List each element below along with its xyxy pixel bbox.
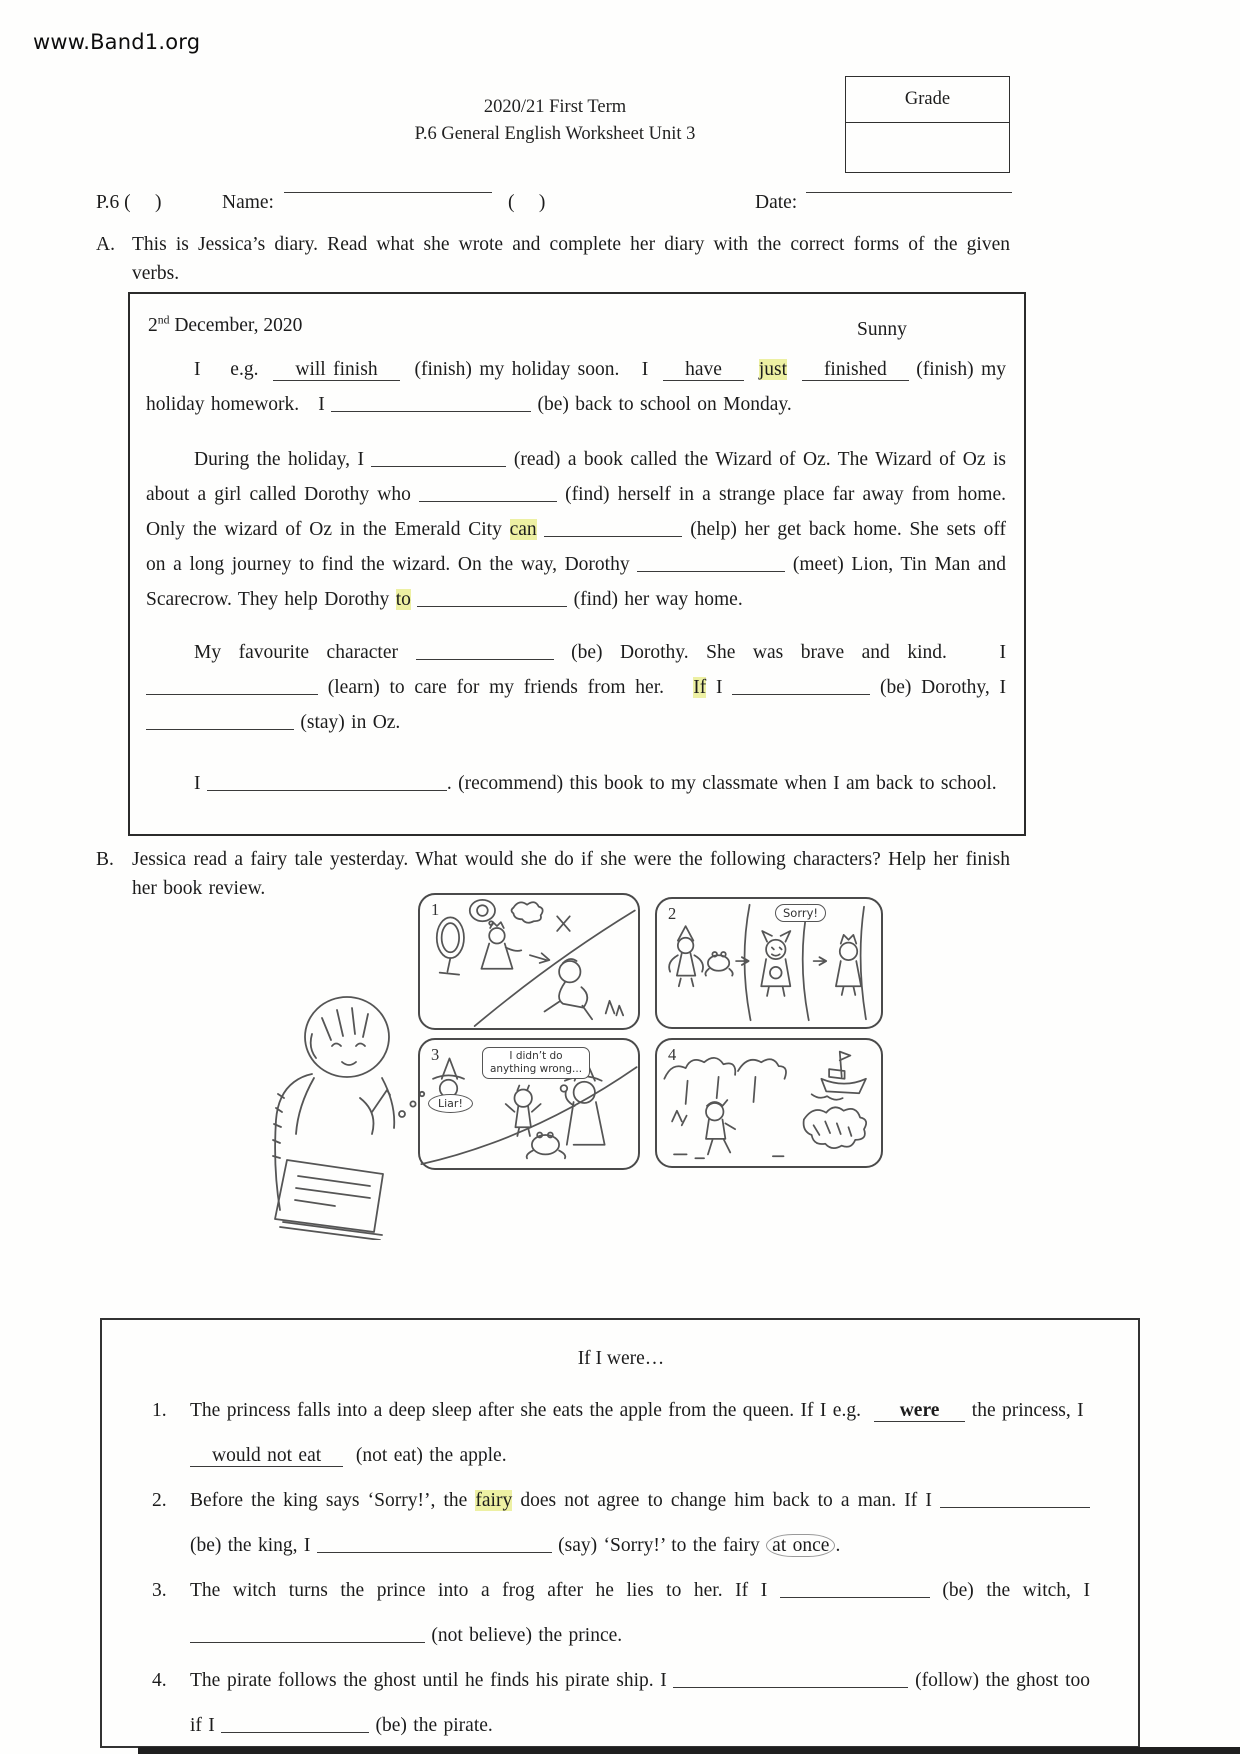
filled-answer: will finish: [273, 359, 399, 381]
text-segment: (be) Dorothy. She was brave and kind. I: [553, 642, 1006, 663]
text-segment: I: [706, 677, 733, 698]
filled-answer: would not eat: [190, 1445, 343, 1467]
text-segment: (be) the king, I: [190, 1535, 317, 1556]
text-segment: (say) ‘Sorry!’ to the fairy: [551, 1535, 767, 1556]
answer-blank: [146, 679, 318, 695]
title-unit: P.6 General English Worksheet Unit 3: [414, 124, 696, 144]
text-segment: December, 2020: [169, 315, 303, 336]
diary-dateline: [146, 308, 1006, 338]
text-segment: (be) the witch, I: [929, 1580, 1090, 1601]
text-segment: (finish) my holiday soon. I: [399, 359, 664, 380]
panel-3-prince-bubble-line1: I didn’t do: [509, 1050, 563, 1062]
text-segment: I: [194, 773, 207, 794]
panel-4-number: 4: [668, 1045, 677, 1064]
review-item-3-number: 3.: [152, 1580, 167, 1601]
answer-blank: [419, 486, 557, 502]
answer-blank: [673, 1672, 908, 1688]
text-segment: does not agree to change him back to a man. If I: [512, 1490, 941, 1511]
answer-blank: [221, 1717, 369, 1733]
highlighted-word: to: [395, 589, 411, 610]
watermark-url: www.Band1.org: [33, 30, 201, 54]
review-item-2-text: [190, 1490, 1090, 1556]
text-segment: I e.g.: [194, 359, 274, 380]
review-item-4-text: [190, 1670, 1090, 1736]
name-blank: [284, 192, 492, 193]
panel-2-number: 2: [668, 904, 677, 923]
answer-blank: [317, 1537, 552, 1553]
answer-blank: [732, 679, 870, 695]
diary-paragraph-3: [146, 635, 1006, 740]
scan-edge-strip: [138, 1747, 1240, 1754]
answer-blank: [146, 714, 294, 730]
name-label: Name:: [222, 192, 274, 213]
grade-box: [845, 76, 1010, 173]
text-segment: . (recommend) this book to my classmate when I am back to school.: [446, 773, 997, 794]
text-segment: (be) Dorothy, I: [870, 677, 1006, 698]
comic-panel-1: [418, 893, 640, 1030]
diary-weather: Sunny: [857, 319, 907, 340]
review-items: [152, 1388, 1090, 1748]
text-segment: (find) herself in a strange place far away from home. Only the wizard of Oz in the Emerald City: [146, 484, 1006, 540]
text-segment: [537, 519, 545, 540]
text-segment: .: [835, 1535, 841, 1556]
review-item-1-number: 1.: [152, 1400, 167, 1421]
highlighted-word: just: [758, 359, 788, 380]
answer-blank: [417, 591, 567, 607]
text-segment: (finish) my holiday homework. I: [146, 359, 1006, 415]
diary-paragraph-2: [146, 442, 1006, 617]
text-segment: (follow) the ghost too if I: [190, 1670, 1090, 1736]
panel-2-sketch-icon: [657, 899, 881, 1027]
answer-blank: [940, 1492, 1090, 1508]
text-segment: (not eat) the apple.: [343, 1445, 507, 1466]
text-segment: My favourite character: [194, 642, 416, 663]
panel-2-sorry-bubble: Sorry!: [775, 904, 826, 922]
review-item-1-text: [190, 1400, 1090, 1467]
section-a-instructions: This is Jessica’s diary. Read what she wrote and complete her diary with the correct forms of the given verbs.: [132, 234, 1010, 284]
panel-4-sketch-icon: [657, 1040, 881, 1166]
review-item-4-number: 4.: [152, 1670, 167, 1691]
review-item-3: [152, 1568, 1090, 1658]
panel-1-number: 1: [431, 900, 440, 919]
diary-date: [148, 308, 302, 343]
answer-blank: [637, 556, 785, 572]
text-segment: The princess falls into a deep sleep after she eats the apple from the queen. If I e.g.: [190, 1400, 874, 1421]
text-segment: (find) her way home.: [567, 589, 743, 610]
answer-blank: [331, 396, 531, 412]
text-segment: (meet) Lion, Tin Man and Scarecrow. They help Dorothy: [146, 554, 1006, 610]
date-label: Date:: [755, 192, 798, 213]
panel-3-number: 3: [431, 1045, 440, 1064]
comic-panel-2: [655, 897, 883, 1029]
answer-blank: [544, 521, 682, 537]
text-segment: 2: [148, 315, 158, 336]
panel-3-prince-bubble-line2: anything wrong...: [489, 1063, 583, 1075]
class-field: P.6 ( ): [96, 192, 162, 213]
review-title: If I were…: [577, 1348, 665, 1369]
section-b-label: B.: [96, 849, 114, 870]
review-item-2: [152, 1478, 1090, 1568]
answer-blank: [416, 644, 554, 660]
text-segment: Before the king says ‘Sorry!’, the: [190, 1490, 476, 1511]
book-review-box: [100, 1318, 1140, 1748]
review-item-4: [152, 1658, 1090, 1748]
text-segment: [744, 359, 759, 380]
text-segment: (help) her get back home. She sets off on a long journey to find the wizard. On the way, Dorothy: [146, 519, 1006, 575]
text-segment: the princess, I: [965, 1400, 1091, 1421]
answer-blank: [207, 775, 447, 791]
text-segment: (read) a book called the Wizard of Oz. The Wizard of Oz is about a girl called Dorothy who: [146, 449, 1006, 505]
panel-3-liar-bubble: Liar!: [428, 1094, 473, 1113]
circled-word: at once: [766, 1534, 835, 1557]
diary-paragraph-1: [146, 352, 1006, 422]
section-b-instructions: Jessica read a fairy tale yesterday. What would she do if she were the following characters? Help her finish her book review.: [132, 849, 1010, 899]
review-item-3-text: [190, 1580, 1090, 1646]
text-segment: (not believe) the prince.: [425, 1625, 623, 1646]
grade-label: Grade: [846, 77, 1009, 123]
text-segment: The witch turns the prince into a frog after he lies to her. If I: [190, 1580, 780, 1601]
review-item-2-number: 2.: [152, 1490, 167, 1511]
filled-answer: have: [663, 359, 744, 381]
highlighted-word: If: [693, 677, 707, 698]
comic-panel-4: [655, 1038, 883, 1168]
text-segment: nd: [157, 313, 170, 327]
date-blank: [806, 192, 1012, 193]
text-segment: (stay) in Oz.: [294, 712, 401, 733]
section-a: [96, 230, 1012, 288]
filled-answer: finished: [802, 359, 909, 381]
panel-1-sketch-icon: [420, 895, 638, 1028]
title-term: 2020/21 First Term: [483, 97, 627, 117]
text-segment: (be) the pirate.: [369, 1715, 493, 1736]
student-info-line: [0, 192, 1240, 228]
panel-3-prince-bubble: [482, 1047, 590, 1079]
text-segment: [787, 359, 802, 380]
comic-panel-3: [418, 1038, 640, 1170]
text-segment: (learn) to care for my friends from her.: [318, 677, 694, 698]
review-item-1: [152, 1388, 1090, 1478]
filled-answer: were: [874, 1400, 966, 1422]
answer-blank: [190, 1627, 425, 1643]
diary-box: [128, 292, 1026, 836]
text-segment: The pirate follows the ghost until he finds his pirate ship. I: [190, 1670, 674, 1691]
text-segment: During the holiday, I: [194, 449, 372, 470]
highlighted-word: fairy: [475, 1490, 513, 1511]
class-number-field: ( ): [508, 192, 546, 213]
section-a-label: A.: [96, 234, 115, 255]
answer-blank: [780, 1582, 930, 1598]
highlighted-word: can: [509, 519, 537, 540]
diary-paragraph-4: [146, 766, 1006, 801]
text-segment: (be) back to school on Monday.: [531, 394, 792, 415]
girl-writing-illustration: [242, 982, 432, 1240]
answer-blank: [371, 451, 506, 467]
